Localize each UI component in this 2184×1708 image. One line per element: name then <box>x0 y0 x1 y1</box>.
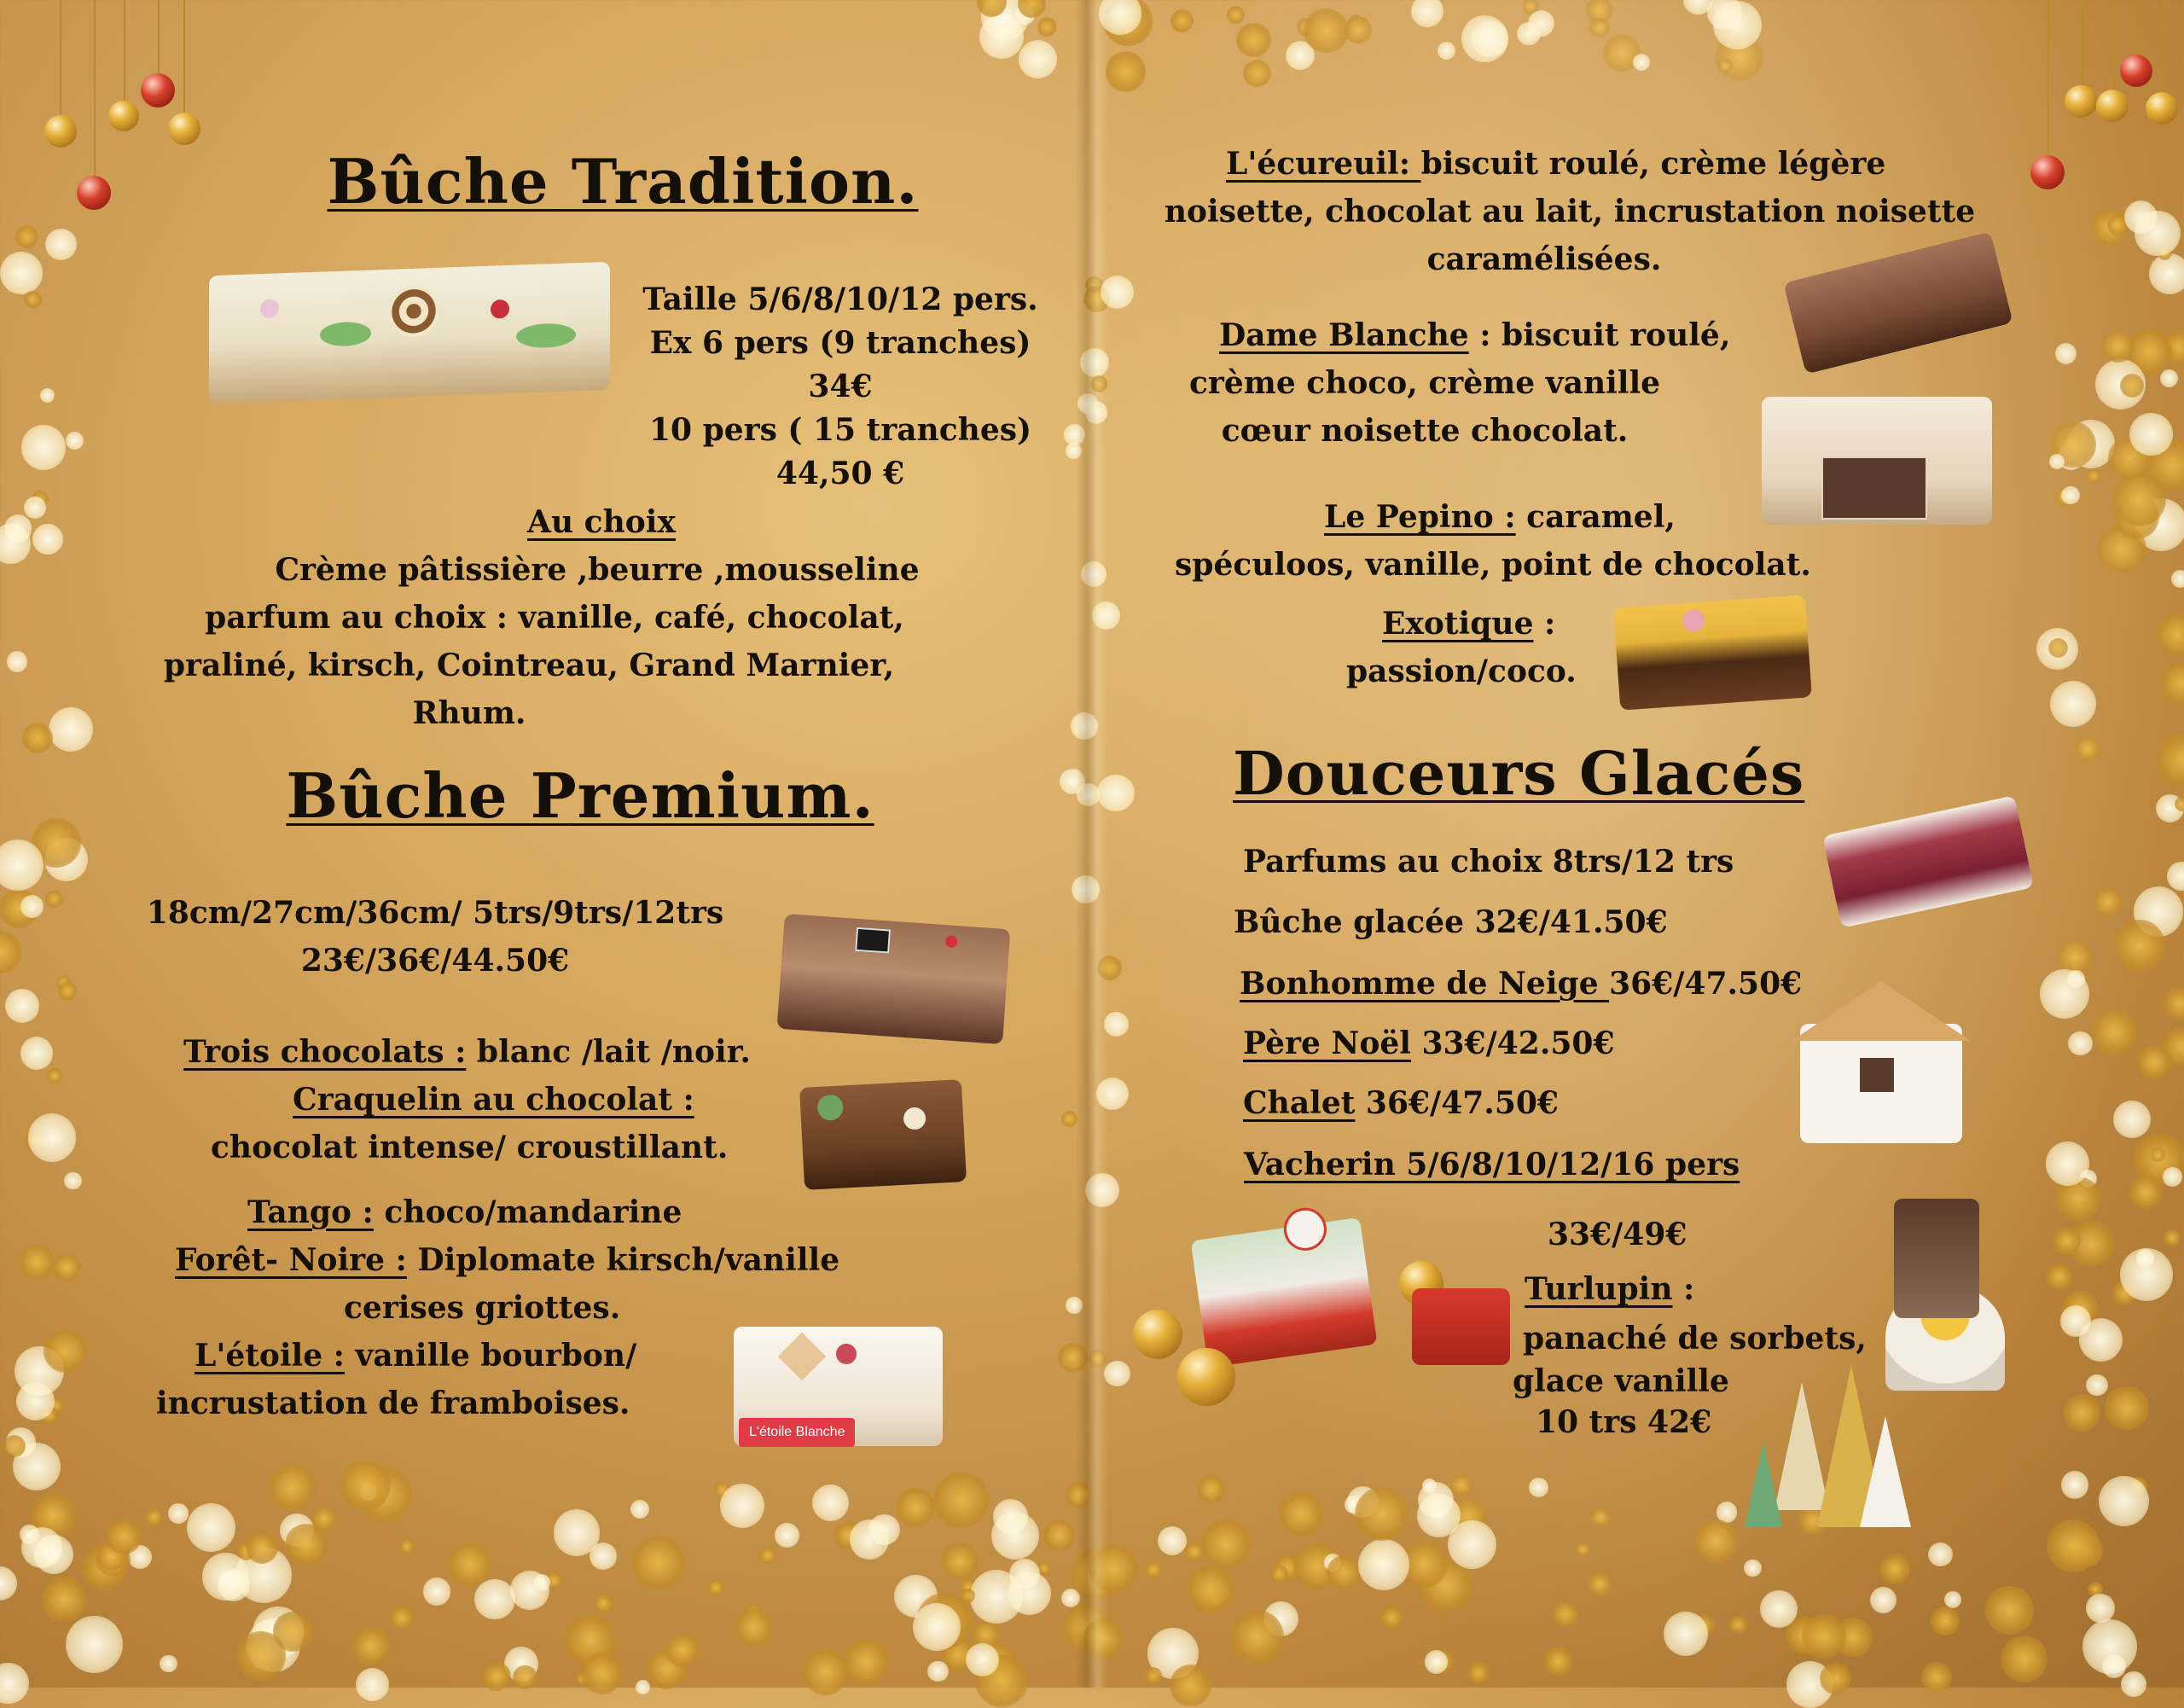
buche-glacee: Bûche glacée 32€/41.50€ <box>1234 904 1668 940</box>
christmas-ornament-icon <box>1133 1310 1182 1359</box>
foret-noire <box>175 1236 839 1284</box>
glaces-title: Douceurs Glacés <box>1233 738 1805 809</box>
exotique <box>1382 600 1555 648</box>
trois-chocolats <box>183 1028 751 1076</box>
etoile-blanche-badge: L'étoile Blanche <box>739 1418 855 1447</box>
turlupin-desc: panaché de sorbets, <box>1523 1321 1867 1357</box>
ecureuil-desc2: noisette, chocolat au lait, incrustation noisette <box>1164 194 1976 229</box>
tradition-line: Taille 5/6/8/10/12 pers. <box>642 282 1038 317</box>
ecureuil-desc: biscuit roulé, crème légère <box>1420 146 1886 182</box>
tradition-desc: Rhum. <box>412 695 526 731</box>
vacherin: Vacherin 5/6/8/10/12/16 pers <box>1244 1147 1740 1182</box>
craquelin-name: Craquelin au chocolat : <box>293 1082 694 1118</box>
craquelin-desc: chocolat intense/ croustillant. <box>211 1130 729 1165</box>
ecureuil <box>1226 140 1885 188</box>
dame-blanche-desc3: cœur noisette chocolat. <box>1221 413 1629 449</box>
turlupin-price: 10 trs 42€ <box>1536 1404 1712 1440</box>
christmas-ornament-icon <box>1177 1348 1235 1406</box>
foret-noire-desc: Diplomate kirsch/vanille <box>406 1242 840 1278</box>
turlupin-name: Turlupin <box>1525 1271 1673 1307</box>
tradition-title: Bûche Tradition. <box>327 145 919 218</box>
ecureuil-desc3: caramélisées. <box>1426 241 1662 277</box>
exotique-colon: : <box>1533 606 1556 642</box>
dame-blanche-desc2: crème choco, crème vanille <box>1188 365 1661 401</box>
tradition-desc: parfum au choix : vanille, café, chocolat, <box>205 600 904 636</box>
ecureuil-photo <box>1783 231 2013 374</box>
bonhomme <box>1240 960 1802 1008</box>
chalet-name: Chalet <box>1243 1085 1356 1121</box>
chalet <box>1243 1079 1559 1127</box>
bonhomme-name: Bonhomme de Neige <box>1240 966 1610 1002</box>
tango-desc: choco/mandarine <box>373 1194 682 1230</box>
turlupin-desc: glace vanille <box>1513 1363 1729 1399</box>
craquelin <box>293 1076 694 1124</box>
trois-chocolats-name: Trois chocolats : <box>183 1034 467 1070</box>
premium-sizes: 18cm/27cm/36cm/ 5trs/9trs/12trs <box>146 895 724 931</box>
buche-premium-photo <box>777 914 1011 1044</box>
vacherin-price: 33€/49€ <box>1548 1217 1687 1252</box>
premium-prices: 23€/36€/44.50€ <box>300 943 570 979</box>
pere-noel-name: Père Noël <box>1243 1025 1411 1061</box>
craquelin-photo <box>799 1079 967 1190</box>
dame-blanche-desc: : biscuit roulé, <box>1468 317 1731 353</box>
tango-name: Tango : <box>247 1194 374 1230</box>
dame-blanche-photo <box>1762 397 1992 525</box>
exotique-desc: passion/coco. <box>1346 654 1577 689</box>
turlupin <box>1525 1265 1694 1313</box>
etoile-desc: vanille bourbon/ <box>344 1338 637 1374</box>
vacherin-photo <box>1191 1217 1378 1368</box>
dame-blanche-name: Dame Blanche <box>1219 317 1469 353</box>
exotique-name: Exotique <box>1382 606 1534 642</box>
pere-noel <box>1243 1020 1615 1067</box>
tradition-line: 10 pers ( 15 tranches) <box>648 412 1032 448</box>
bonhomme-price: 36€/47.50€ <box>1609 966 1803 1002</box>
left-page <box>0 0 1092 1688</box>
etoile-name: L'étoile : <box>195 1338 345 1374</box>
etoile <box>195 1332 636 1380</box>
pepino-desc2: spéculoos, vanille, point de chocolat. <box>1175 547 1811 583</box>
glaces-parfums: Parfums au choix 8trs/12 trs <box>1243 844 1734 880</box>
right-page <box>1092 0 2184 1688</box>
foret-noire-desc2: cerises griottes. <box>344 1290 621 1326</box>
au-choix-heading: Au choix <box>527 504 676 540</box>
brochure-photo <box>1894 1199 1979 1318</box>
trois-chocolats-desc: blanc /lait /noir. <box>466 1034 751 1070</box>
buche-glacee-photo <box>1822 795 2034 927</box>
premium-title: Bûche Premium. <box>286 759 874 832</box>
pepino <box>1324 493 1676 541</box>
pere-noel-price: 33€/42.50€ <box>1410 1025 1615 1061</box>
chalet-price: 36€/47.50€ <box>1355 1085 1559 1121</box>
pepino-name: Le Pepino : <box>1324 499 1516 535</box>
etoile-desc2: incrustation de framboises. <box>156 1386 630 1421</box>
tradition-price: 44,50 € <box>775 456 905 491</box>
pere-noel-box-photo <box>1412 1288 1510 1365</box>
buche-tradition-photo <box>209 262 610 404</box>
ecureuil-name: L'écureuil: <box>1226 146 1421 182</box>
exotique-photo <box>1613 595 1812 710</box>
tradition-line: Ex 6 pers (9 tranches) <box>649 325 1031 361</box>
foret-noire-name: Forêt- Noire : <box>175 1242 407 1278</box>
dame-blanche <box>1219 311 1730 359</box>
tradition-price: 34€ <box>808 369 873 404</box>
tradition-desc: Crème pâtissière ,beurre ,mousseline <box>275 552 920 588</box>
chalet-photo <box>1800 1024 1962 1143</box>
pepino-desc: caramel, <box>1515 499 1676 535</box>
tango <box>247 1188 682 1236</box>
turlupin-colon: : <box>1672 1271 1695 1307</box>
tradition-desc: praliné, kirsch, Cointreau, Grand Marnier, <box>163 648 895 683</box>
